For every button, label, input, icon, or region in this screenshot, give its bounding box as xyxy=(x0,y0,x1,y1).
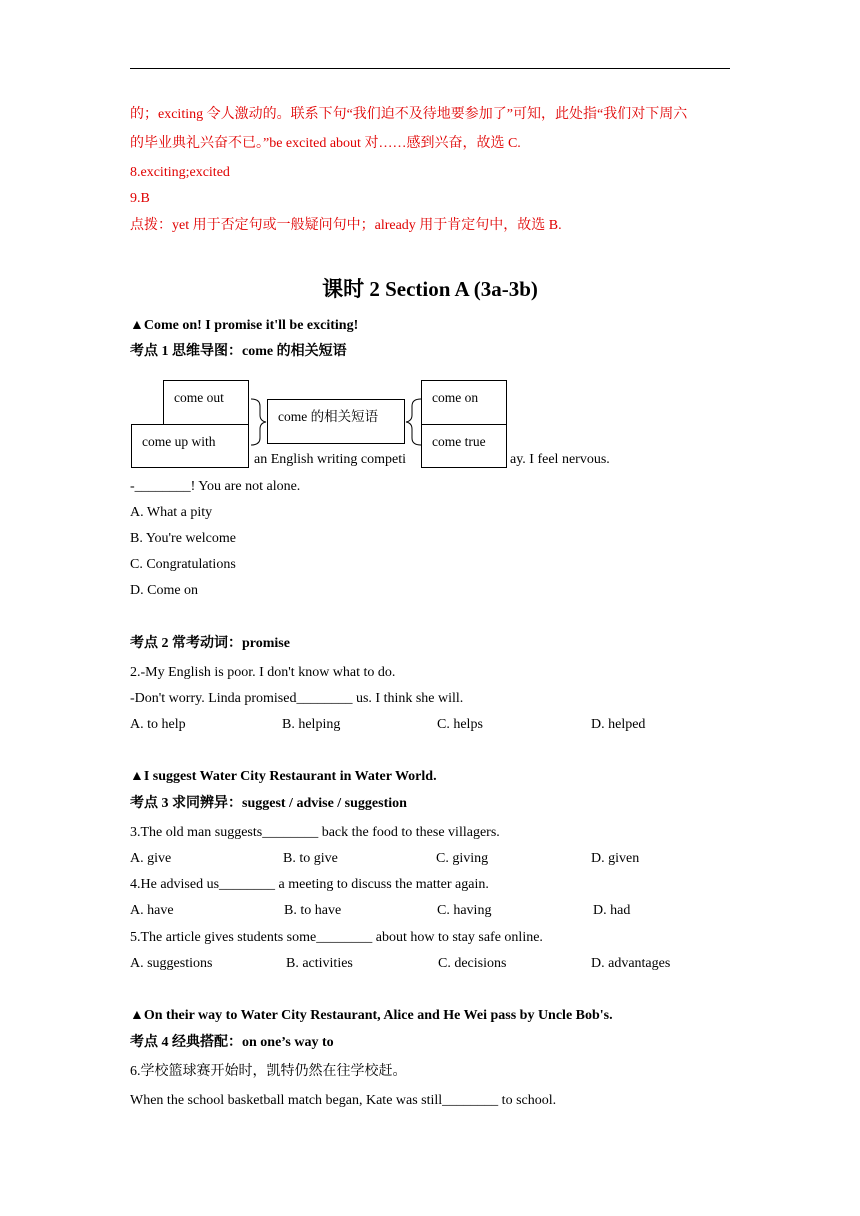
answer-explanation-line: 的毕业典礼兴奋不已。”be excited about 对……感到兴奋，故选 C. xyxy=(130,136,521,151)
question-6-english: When the school basketball match began, Kate was still________ to school. xyxy=(130,1093,557,1108)
option-a: A. give xyxy=(130,851,172,866)
question-5-line: 5.The article gives students some________ about how to stay safe online. xyxy=(130,930,543,945)
question-2-line: 2.-My English is poor. I don't know what to do. xyxy=(130,665,396,680)
question-1-text-visible: an English writing competi xyxy=(254,452,407,467)
option-c: C. giving xyxy=(436,851,489,866)
left-brace-icon xyxy=(249,398,269,446)
mindmap-node-right-top: come on xyxy=(421,380,507,426)
question-1-reply: -________! You are not alone. xyxy=(130,479,301,494)
option-a: A. What a pity xyxy=(130,505,213,520)
option-b: B. helping xyxy=(282,717,341,732)
option-d: D. advantages xyxy=(591,956,671,971)
option-a: A. suggestions xyxy=(130,956,213,971)
point-title: 考点 3 求同辨异：suggest / advise / suggestion xyxy=(130,796,407,811)
option-c: C. having xyxy=(437,903,492,918)
section-heading: ▲Come on! I promise it'll be exciting! xyxy=(130,318,359,333)
option-c: C. Congratulations xyxy=(130,557,236,572)
mindmap-center-node: come 的相关短语 xyxy=(267,399,405,444)
section-heading: ▲On their way to Water City Restaurant, Alice and He Wei pass by Uncle Bob's. xyxy=(130,1008,613,1023)
mindmap-node-left-bottom: come up with xyxy=(131,424,249,468)
lesson-title: 课时 2 Section A (3a-3b) xyxy=(322,277,538,301)
question-2-line: -Don't worry. Linda promised________ us. I think she will. xyxy=(130,691,464,706)
point-title: 考点 2 常考动词：promise xyxy=(130,636,290,651)
option-d: D. Come on xyxy=(130,583,199,598)
option-b: B. to give xyxy=(283,851,338,866)
option-a: A. have xyxy=(130,903,174,918)
option-d: D. had xyxy=(593,903,631,918)
point-title: 考点 4 经典搭配：on one’s way to xyxy=(130,1035,334,1050)
question-3-line: 3.The old man suggests________ back the food to these villagers. xyxy=(130,825,500,840)
answer-8: 8.exciting;excited xyxy=(130,165,230,180)
answer-9-note: 点拨：yet 用于否定句或一般疑问句中；already 用于肯定句中，故选 B. xyxy=(130,218,562,233)
option-b: B. to have xyxy=(284,903,342,918)
option-d: D. given xyxy=(591,851,640,866)
question-1-text-visible: ay. I feel nervous. xyxy=(510,452,610,467)
answer-explanation-line: 的；exciting 令人激动的。联系下句“我们迫不及待地要参加了”可知，此处指“我们对下周六 xyxy=(130,107,688,122)
option-a: A. to help xyxy=(130,717,186,732)
header-rule xyxy=(130,68,730,69)
question-6-chinese: 6.学校篮球赛开始时，凯特仍然在往学校赶。 xyxy=(130,1064,407,1079)
right-brace-icon xyxy=(404,398,424,446)
option-c: C. decisions xyxy=(438,956,507,971)
point-title: 考点 1 思维导图：come 的相关短语 xyxy=(130,344,347,359)
option-c: C. helps xyxy=(437,717,483,732)
option-b: B. You're welcome xyxy=(130,531,236,546)
mindmap-node-left-top: come out xyxy=(163,380,249,426)
option-d: D. helped xyxy=(591,717,646,732)
option-b: B. activities xyxy=(286,956,353,971)
section-heading: ▲I suggest Water City Restaurant in Water World. xyxy=(130,769,437,784)
answer-9: 9.B xyxy=(130,191,150,206)
question-4-line: 4.He advised us________ a meeting to discuss the matter again. xyxy=(130,877,489,892)
mindmap-node-right-bottom: come true xyxy=(421,424,507,468)
